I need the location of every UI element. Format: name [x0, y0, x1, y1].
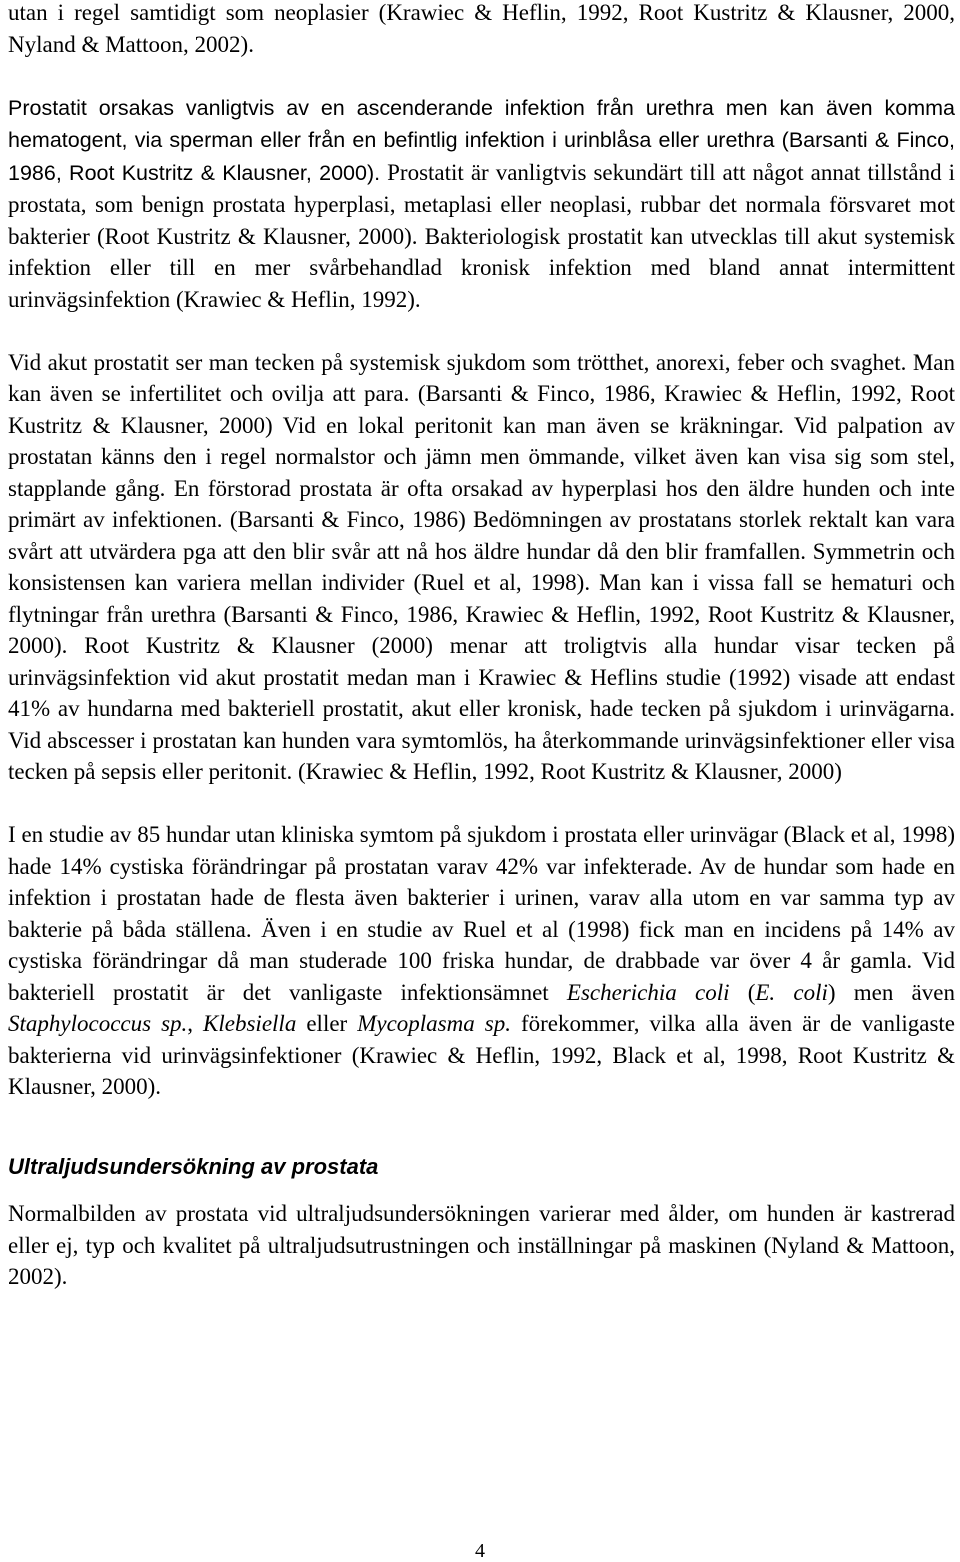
study-text-5: eller [296, 1011, 358, 1036]
study-text-4: , [187, 1011, 204, 1036]
page-number: 4 [475, 1540, 485, 1562]
species-e-coli: E. coli [755, 979, 828, 1005]
section-heading-ultrasound: Ultraljudsundersökning av prostata [8, 1153, 379, 1179]
document-page [8, 0, 955, 1293]
paragraph-study-findings [8, 819, 955, 1103]
paragraph-gap [8, 788, 955, 820]
section-gap [8, 1103, 955, 1151]
species-escherichia-coli: Escherichia coli [566, 979, 730, 1005]
species-staphylococcus: Staphylococcus sp. [8, 1011, 188, 1036]
paragraph-prostatitis-causes [8, 92, 955, 316]
paragraph-gap [8, 315, 955, 347]
species-mycoplasma: Mycoplasma sp. [357, 1011, 511, 1036]
paragraph-ultrasound-normal: Normalbilden av prostata vid ultraljudsundersökningen varierar med ålder, om hunden är kastrerad eller ej, typ och kvalitet på ultraljudsutrustningen och inställningar på maskinen (Nyland & Mattoon, 2002). [8, 1201, 955, 1289]
paragraph-intro-continuation: utan i regel samtidigt som neoplasier (Krawiec & Heflin, 1992, Root Kustritz & Klausner, 2000, Nyland & Mattoon, 2002). [8, 0, 955, 57]
study-text-2: ( [729, 979, 756, 1005]
study-text-6: förekommer, vilka alla även är de vanligaste bakterierna vid urinvägsinfektioner (Krawiec & Heflin, 1992, Black et al, 1998, Root Kustritz & Klausner, 2000). [8, 1011, 955, 1099]
paragraph-acute-prostatitis: Vid akut prostatit ser man tecken på systemisk sjukdom som trötthet, anorexi, feber och svaghet. Man kan även se infertilitet och ovilja att para. (Barsanti & Finco, 1986, Krawiec & Heflin, 1992, Root Kustritz & Klausner, 2000) Vid en lokal peritonit kan man även se kräkningar. Vid palpation av prostatan känns den i regel normalstor och jämn men ömmande, vilket även kan visa sig som stel, stapplande gång. En förstorad prostata är ofta orsakad av hyperplasi hos den äldre hunden och inte primärt av infektionen. (Barsanti & Finco, 1986) Bedömningen av prostatans storlek rektalt kan vara svårt att utvärdera pga att den blir svår att nå hos äldre hundar då den blir framfallen. Symmetrin och konsistensen kan variera mellan individer (Ruel et al, 1998). Man kan i vissa fall se hematuri och flytningar från urethra (Barsanti & Finco, 1986, Krawiec & Heflin, 1992, Root Kustritz & Klausner, 2000). Root Kustritz & Klausner (2000) menar att troligtvis alla hundar visar tecken på urinvägsinfektion vid akut prostatit medan man i Krawiec & Heflins studie (1992) visade att endast 41% av hundarna med bakteriell prostatit, akut eller kronisk, hade tecken på sjukdom i urinvägarna. Vid abscesser i prostatan kan hunden vara symtomlös, ha återkommande urinvägsinfektioner eller visa tecken på sepsis eller peritonit. (Krawiec & Heflin, 1992, Root Kustritz & Klausner, 2000) [8, 349, 955, 784]
paragraph-gap [8, 60, 955, 92]
species-klebsiella: Klebsiella [203, 1011, 297, 1036]
study-text-1: I en studie av 85 hundar utan kliniska symtom på sjukdom i prostata eller urinvägar (Black et al, 1998) hade 14% cystiska förändringar på prostatan varav 42% var infekterade. Av de hundar som hade en infektion i prostatan hade de flesta även bakterier i urinen, varav alla utom en var samma typ av bakterie på båda ställena. Även i en studie av Ruel et al (1998) fick man en incidens på 14% av cystiska förändringar då man studerade 100 friska hundar, de drabbade var över 4 år gamla. Vid bakteriell prostatit är det vanligaste infektionsämnet [8, 822, 955, 1005]
paragraph-gap [8, 1182, 955, 1198]
prostatitis-causes-text: Prostatit orsakas vanligtvis av en ascenderande infektion från urethra men kan även komma hematogent, via sperman eller från en befintlig infektion i urinblåsa eller urethra (Barsanti & Finco, 1986, Root Kustritz & Klausner, 2000). [8, 95, 955, 185]
prostatitis-secondary-text: Prostatit är vanligtvis sekundärt till att något annat tillstånd i prostata, som benign prostata hyperplasi, metaplasi eller neoplasi, rubbar det normala försvaret mot bakterier (Root Kustritz & Klausner, 2000). Bakteriologisk prostatit kan utvecklas till akut systemisk infektion eller till en mer svårbehandlad kronisk infektion med bland annat intermittent urinvägsinfektion (Krawiec & Heflin, 1992). [8, 159, 955, 312]
study-text-3: ) men även [827, 979, 955, 1005]
